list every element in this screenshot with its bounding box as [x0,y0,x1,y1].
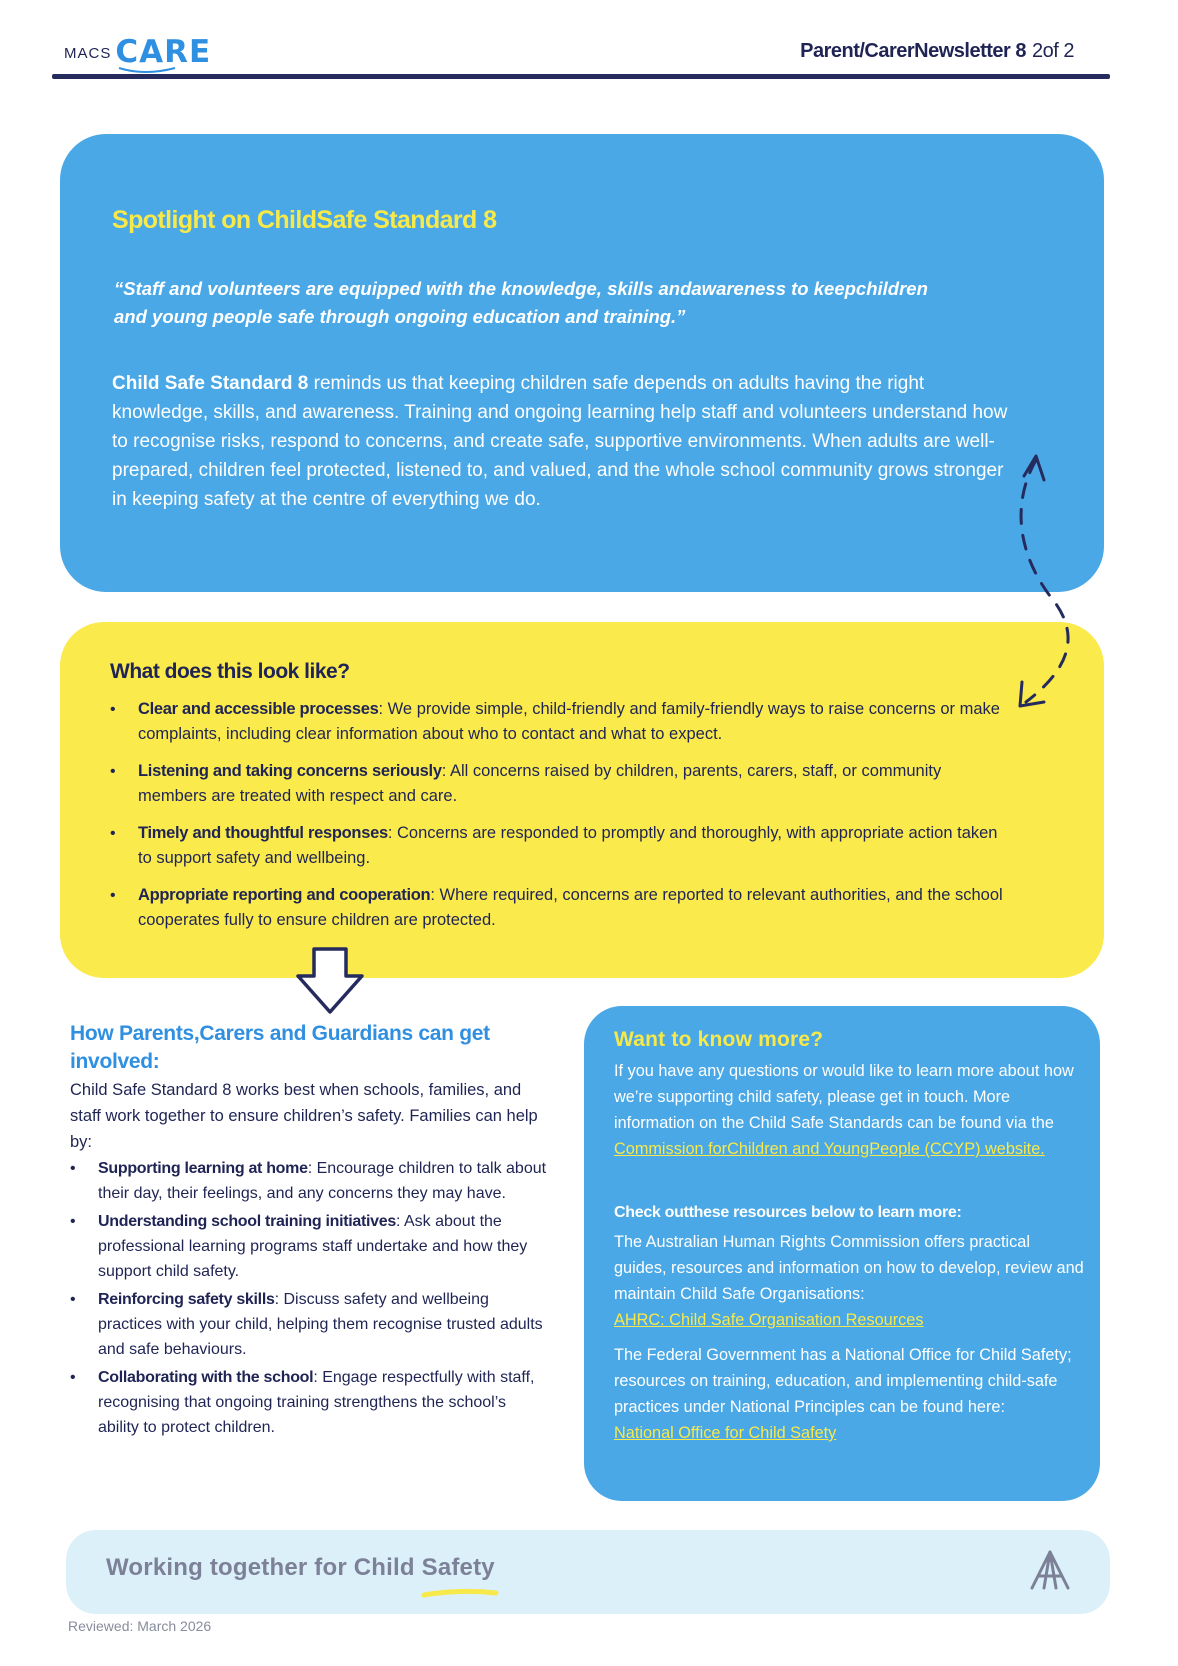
macs-care-logo [64,30,211,70]
ahrc-paragraph [614,1229,1084,1333]
list-item [110,759,1010,809]
list-item-text: : Ask about the professional learning programs staff undertake and how they support child safety. [98,1213,528,1280]
list-item [110,821,1010,871]
look-like-title: What does this look like? [110,660,350,683]
list-item-lead: Listening and taking concerns seriously [138,762,442,780]
list-item-lead: Timely and thoughtful responses [138,824,388,842]
logo-care-text [115,34,211,70]
reviewed-date: Reviewed: March 2026 [68,1618,212,1634]
spotlight-body-text: reminds us that keeping children safe depends on adults having the right knowledge, skills, and awareness. Training and ongoing learning help staff and volunteers understand how to recognise risks, respond to concerns, and create safe, supportive environments. When adults are well-prepared, children feel protected, listened to, and valued, and the whole school community grows stronger in keeping safety at the centre of everything we do. [112,373,1008,510]
logo-care-word: CARE [115,34,212,70]
spotlight-title: Spotlight on ChildSafe Standard 8 [112,206,497,234]
list-item-text: : We provide simple, child-friendly and family-friendly ways to raise concerns or make complaints, including clear information about who to contact and what to expect. [138,700,1000,743]
list-item-lead: Understanding school training initiatives [98,1213,396,1230]
quote-line-1: “Staff and volunteers are equipped with the knowledge, skills andawareness to keepchildren [114,278,928,299]
newsletter-name: Parent/CarerNewsletter 8 [800,40,1027,62]
spotlight-body [112,369,1012,514]
list-item-text: : Discuss safety and wellbeing practices with your child, helping them recognise trusted adults and safe behaviours. [98,1291,543,1358]
list-item [70,1365,550,1440]
list-item [110,697,1010,747]
know-more-title: Want to know more? [614,1028,824,1051]
list-item-text: : Where required, concerns are reported to relevant authorities, and the school cooperates fully to ensure children are protected. [138,886,1003,929]
involve-title: How Parents,Carers and Guardians can get involved: [70,1022,490,1073]
know-more-intro [614,1058,1084,1162]
dashed-curved-arrow-icon [1000,446,1090,716]
list-item-lead: Clear and accessible processes [138,700,379,718]
national-office-paragraph [614,1342,1084,1446]
standard-quote [114,275,1014,331]
list-item-text: : Encourage children to talk about their day, their feelings, and any concerns they may have. [98,1160,547,1202]
involve-intro: Child Safe Standard 8 works best when schools, families, and staff work together to ensure children’s safety. Families can help by: [70,1081,538,1151]
logo-macs-text: MACS [64,45,112,62]
newsletter-title [800,40,1074,63]
list-item-lead: Supporting learning at home [98,1160,308,1177]
list-item-lead: Reinforcing safety skills [98,1291,275,1308]
list-item-text: : Concerns are responded to promptly and thoroughly, with appropriate action taken to support safety and wellbeing. [138,824,998,867]
national-office-link[interactable]: National Office for Child Safety [614,1424,837,1442]
list-item-text: : Engage respectfully with staff, recognising that ongoing training strengthens the school’s ability to protect children. [98,1369,535,1436]
involve-list [70,1156,550,1443]
spotlight-body-lead: Child Safe Standard 8 [112,373,309,394]
list-item [110,883,1010,933]
logo-swoosh-icon [115,64,195,74]
down-arrow-icon [294,946,366,1016]
list-item-lead: Collaborating with the school [98,1369,314,1386]
ahrc-text: The Australian Human Rights Commission offers practical guides, resources and information on how to develop, review and maintain Child Safe Organisations: [614,1233,1084,1303]
look-like-list [110,697,1010,945]
school-emblem-icon [1026,1548,1074,1592]
list-item-lead: Appropriate reporting and cooperation [138,886,431,904]
spotlight-panel [60,134,1104,592]
page-number: 2of 2 [1032,40,1074,62]
list-item [70,1287,550,1362]
yellow-swoosh-icon [420,1587,500,1599]
footer-tagline: Working together for Child Safety [106,1554,495,1581]
list-item-text: : All concerns raised by children, parents, carers, staff, or community members are treated with respect and care. [138,762,942,805]
list-item [70,1156,550,1206]
national-office-text: The Federal Government has a National Office for Child Safety; resources on training, education, and implementing child-safe practices under National Principles can be found here: [614,1346,1072,1416]
ahrc-resources-link[interactable]: AHRC: Child Safe Organisation Resources [614,1311,924,1329]
header-divider [52,74,1110,79]
know-more-intro-text: If you have any questions or would like to learn more about how we’re supporting child safety, please get in touch. More information on the Child Safe Standards can be found via the [614,1062,1074,1132]
ccyp-website-link[interactable]: Commission forChildren and YoungPeople (CCYP) website. [614,1140,1045,1158]
quote-line-2: and young people safe through ongoing education and training.” [114,306,686,327]
list-item [70,1209,550,1284]
resources-subheading: Check outthese resources below to learn more: [614,1204,962,1221]
